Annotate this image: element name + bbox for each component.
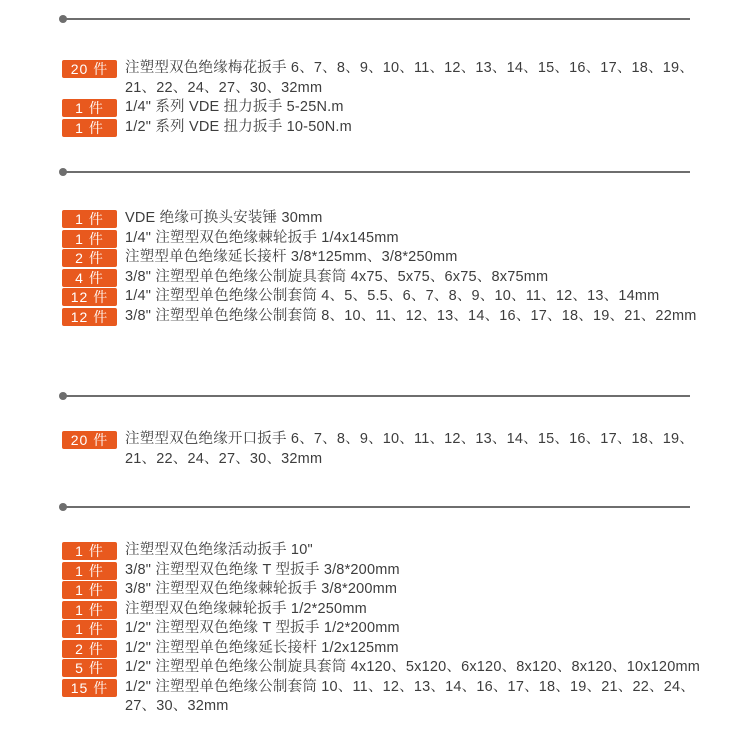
item-description: 3/8" 注塑型单色绝缘公制旋具套筒 4x75、5x75、6x75、8x75mm (125, 268, 549, 285)
list-item (62, 268, 702, 288)
list-item (62, 287, 702, 307)
section-2-list (62, 209, 702, 326)
quantity-badge: 5 件 (62, 659, 117, 677)
item-description: 1/4" 注塑型双色绝缘棘轮扳手 1/4x145mm (125, 229, 399, 246)
item-description: 注塑型双色绝缘梅花扳手 6、7、8、9、10、11、12、13、14、15、16、17、18、19、21、22、24、27、30、32mm (125, 60, 694, 96)
quantity-badge: 1 件 (62, 119, 117, 137)
list-item (62, 59, 702, 98)
section-divider-4 (62, 506, 690, 508)
item-description: 注塑型单色绝缘延长接杆 3/8*125mm、3/8*250mm (125, 249, 458, 265)
list-item (62, 209, 702, 229)
list-item (62, 430, 702, 469)
quantity-badge: 1 件 (62, 99, 117, 117)
item-description: 1/2" 注塑型单色绝缘公制套筒 10、11、12、13、14、16、17、18、19、21、22、24、27、30、32mm (125, 678, 695, 714)
quantity-badge: 1 件 (62, 620, 117, 638)
list-item (62, 118, 702, 138)
item-description: 1/4" 系列 VDE 扭力扳手 5-25N.m (125, 99, 344, 115)
section-1-list (62, 59, 702, 137)
quantity-badge: 2 件 (62, 640, 117, 658)
item-description: VDE 绝缘可换头安装锤 30mm (125, 210, 323, 226)
item-description: 1/2" 系列 VDE 扭力扳手 10-50N.m (125, 118, 352, 135)
list-item (62, 619, 702, 639)
quantity-badge: 1 件 (62, 542, 117, 560)
list-item (62, 561, 702, 581)
quantity-badge: 4 件 (62, 269, 117, 287)
quantity-badge: 12 件 (62, 288, 117, 306)
item-description: 注塑型双色绝缘活动扳手 10" (125, 542, 313, 558)
section-divider-3 (62, 395, 690, 397)
list-item (62, 639, 702, 659)
list-item (62, 307, 702, 327)
quantity-badge: 15 件 (62, 679, 117, 697)
section-divider-2 (62, 171, 690, 173)
item-description: 1/4" 注塑型单色绝缘公制套筒 4、5、5.5、6、7、8、9、10、11、12、13、14mm (125, 288, 660, 304)
section-4-list (62, 541, 702, 717)
list-item (62, 98, 702, 118)
quantity-badge: 12 件 (62, 308, 117, 326)
item-description: 注塑型双色绝缘棘轮扳手 1/2*250mm (125, 600, 367, 617)
quantity-badge: 1 件 (62, 581, 117, 599)
quantity-badge: 1 件 (62, 601, 117, 619)
quantity-badge: 20 件 (62, 60, 117, 78)
quantity-badge: 20 件 (62, 431, 117, 449)
section-3-list (62, 430, 702, 469)
quantity-badge: 1 件 (62, 562, 117, 580)
list-item (62, 678, 702, 717)
list-item (62, 658, 702, 678)
section-divider-1 (62, 18, 690, 20)
list-item (62, 248, 702, 268)
quantity-badge: 1 件 (62, 210, 117, 228)
item-description: 3/8" 注塑型双色绝缘棘轮扳手 3/8*200mm (125, 581, 398, 597)
item-description: 3/8" 注塑型单色绝缘公制套筒 8、10、11、12、13、14、16、17、18、19、21、22mm (125, 307, 697, 324)
quantity-badge: 2 件 (62, 249, 117, 267)
item-description: 3/8" 注塑型双色绝缘 T 型扳手 3/8*200mm (125, 561, 400, 578)
item-description: 1/2" 注塑型单色绝缘延长接杆 1/2x125mm (125, 639, 399, 656)
item-description: 注塑型双色绝缘开口扳手 6、7、8、9、10、11、12、13、14、15、16、17、18、19、21、22、24、27、30、32mm (125, 431, 694, 467)
list-item (62, 580, 702, 600)
list-item (62, 229, 702, 249)
item-description: 1/2" 注塑型双色绝缘 T 型扳手 1/2*200mm (125, 620, 400, 636)
list-item (62, 541, 702, 561)
list-item (62, 600, 702, 620)
quantity-badge: 1 件 (62, 230, 117, 248)
item-description: 1/2" 注塑型单色绝缘公制旋具套筒 4x120、5x120、6x120、8x120、8x120、10x120mm (125, 659, 701, 675)
